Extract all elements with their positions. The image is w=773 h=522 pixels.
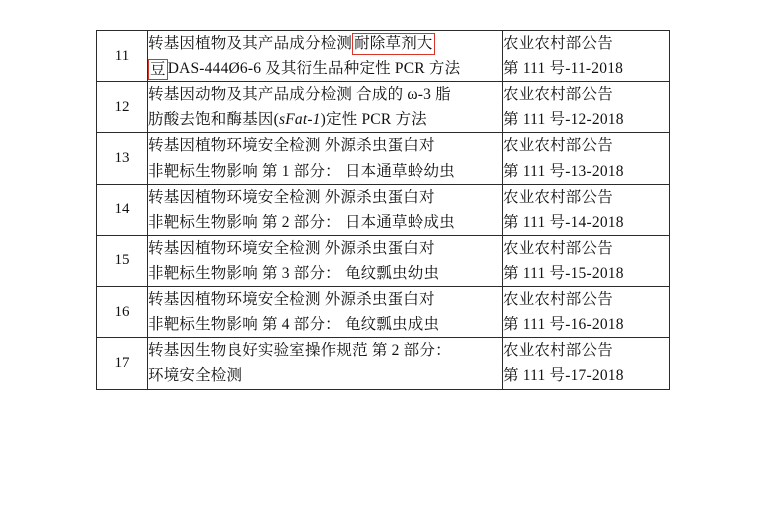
code-line-2: 第 111 号-16-2018 [503,316,624,334]
code-line-1: 农业农村部公告 [503,86,613,104]
row-index-cell: 14 [97,184,148,235]
code-line-2: 第 111 号-12-2018 [503,111,624,129]
table-row [97,287,670,338]
title-line-2 [148,107,502,132]
title-line-1: 转基因动物及其产品成分检测 合成的 ω-3 脂 [148,86,451,104]
row-code-cell [503,133,670,184]
row-index-cell: 17 [97,338,148,389]
row-code-cell [503,184,670,235]
title-line-1: 转基因植物环境安全检测 外源杀虫蛋白对 [148,188,435,206]
code-line-1: 农业农村部公告 [503,188,613,206]
code-line-1: 农业农村部公告 [503,291,613,309]
title-line-1: 转基因植物环境安全检测 外源杀虫蛋白对 [148,239,435,257]
title-line-1: 转基因生物良好实验室操作规范 第 2 部分： [148,342,451,360]
code-line-2: 第 111 号-11-2018 [503,60,624,78]
table-row [97,31,670,82]
standards-table [96,30,670,390]
title-line-2: 非靶标生物影响 第 3 部分： 龟纹瓢虫幼虫 [148,264,440,282]
title-line-1: 转基因植物环境安全检测 外源杀虫蛋白对 [148,137,435,155]
gene-name-italic: sFat-1 [278,111,321,129]
table-row [97,338,670,389]
code-line-2: 第 111 号-14-2018 [503,213,624,231]
title-text-continued: DAS-444Ø6-6 及其衍生品种定性 PCR 方法 [167,60,461,78]
row-index-cell: 15 [97,235,148,286]
title-line-2 [148,56,502,81]
row-title-cell [148,235,503,286]
row-title-cell [148,338,503,389]
code-line-1: 农业农村部公告 [503,239,613,257]
row-index-cell: 13 [97,133,148,184]
highlight-annotation-box-continuation: 豆 [148,59,168,80]
row-title-cell [148,31,503,82]
code-line-2: 第 111 号-15-2018 [503,264,624,282]
code-line-2: 第 111 号-17-2018 [503,367,624,385]
code-line-1: 农业农村部公告 [503,342,613,360]
table-row [97,82,670,133]
title-text: 肪酸去饱和酶基因( [148,111,279,129]
row-title-cell [148,184,503,235]
row-title-cell [148,287,503,338]
title-text: 转基因植物及其产品成分检测 [148,35,353,52]
highlight-annotation-box: 耐除草剂大 [352,33,435,55]
code-line-1: 农业农村部公告 [503,137,613,155]
table-row [97,184,670,235]
row-title-cell [148,133,503,184]
row-code-cell [503,338,670,389]
row-index-cell: 11 [97,31,148,82]
row-index-cell: 16 [97,287,148,338]
title-line-1: 转基因植物环境安全检测 外源杀虫蛋白对 [148,291,435,309]
row-index-cell: 12 [97,82,148,133]
row-code-cell [503,82,670,133]
code-line-2: 第 111 号-13-2018 [503,162,624,180]
row-code-cell [503,235,670,286]
table-row [97,235,670,286]
table-body [97,31,670,390]
row-title-cell [148,82,503,133]
title-line-2: 环境安全检测 [148,367,243,385]
table-row [97,133,670,184]
title-line-1 [148,31,502,56]
title-line-2: 非靶标生物影响 第 2 部分： 日本通草蛉成虫 [148,213,455,231]
title-text-continued: )定性 PCR 方法 [320,111,427,129]
row-code-cell [503,31,670,82]
title-line-2: 非靶标生物影响 第 1 部分： 日本通草蛉幼虫 [148,162,455,180]
title-line-2: 非靶标生物影响 第 4 部分： 龟纹瓢虫成虫 [148,316,440,334]
code-line-1: 农业农村部公告 [503,35,613,52]
row-code-cell [503,287,670,338]
